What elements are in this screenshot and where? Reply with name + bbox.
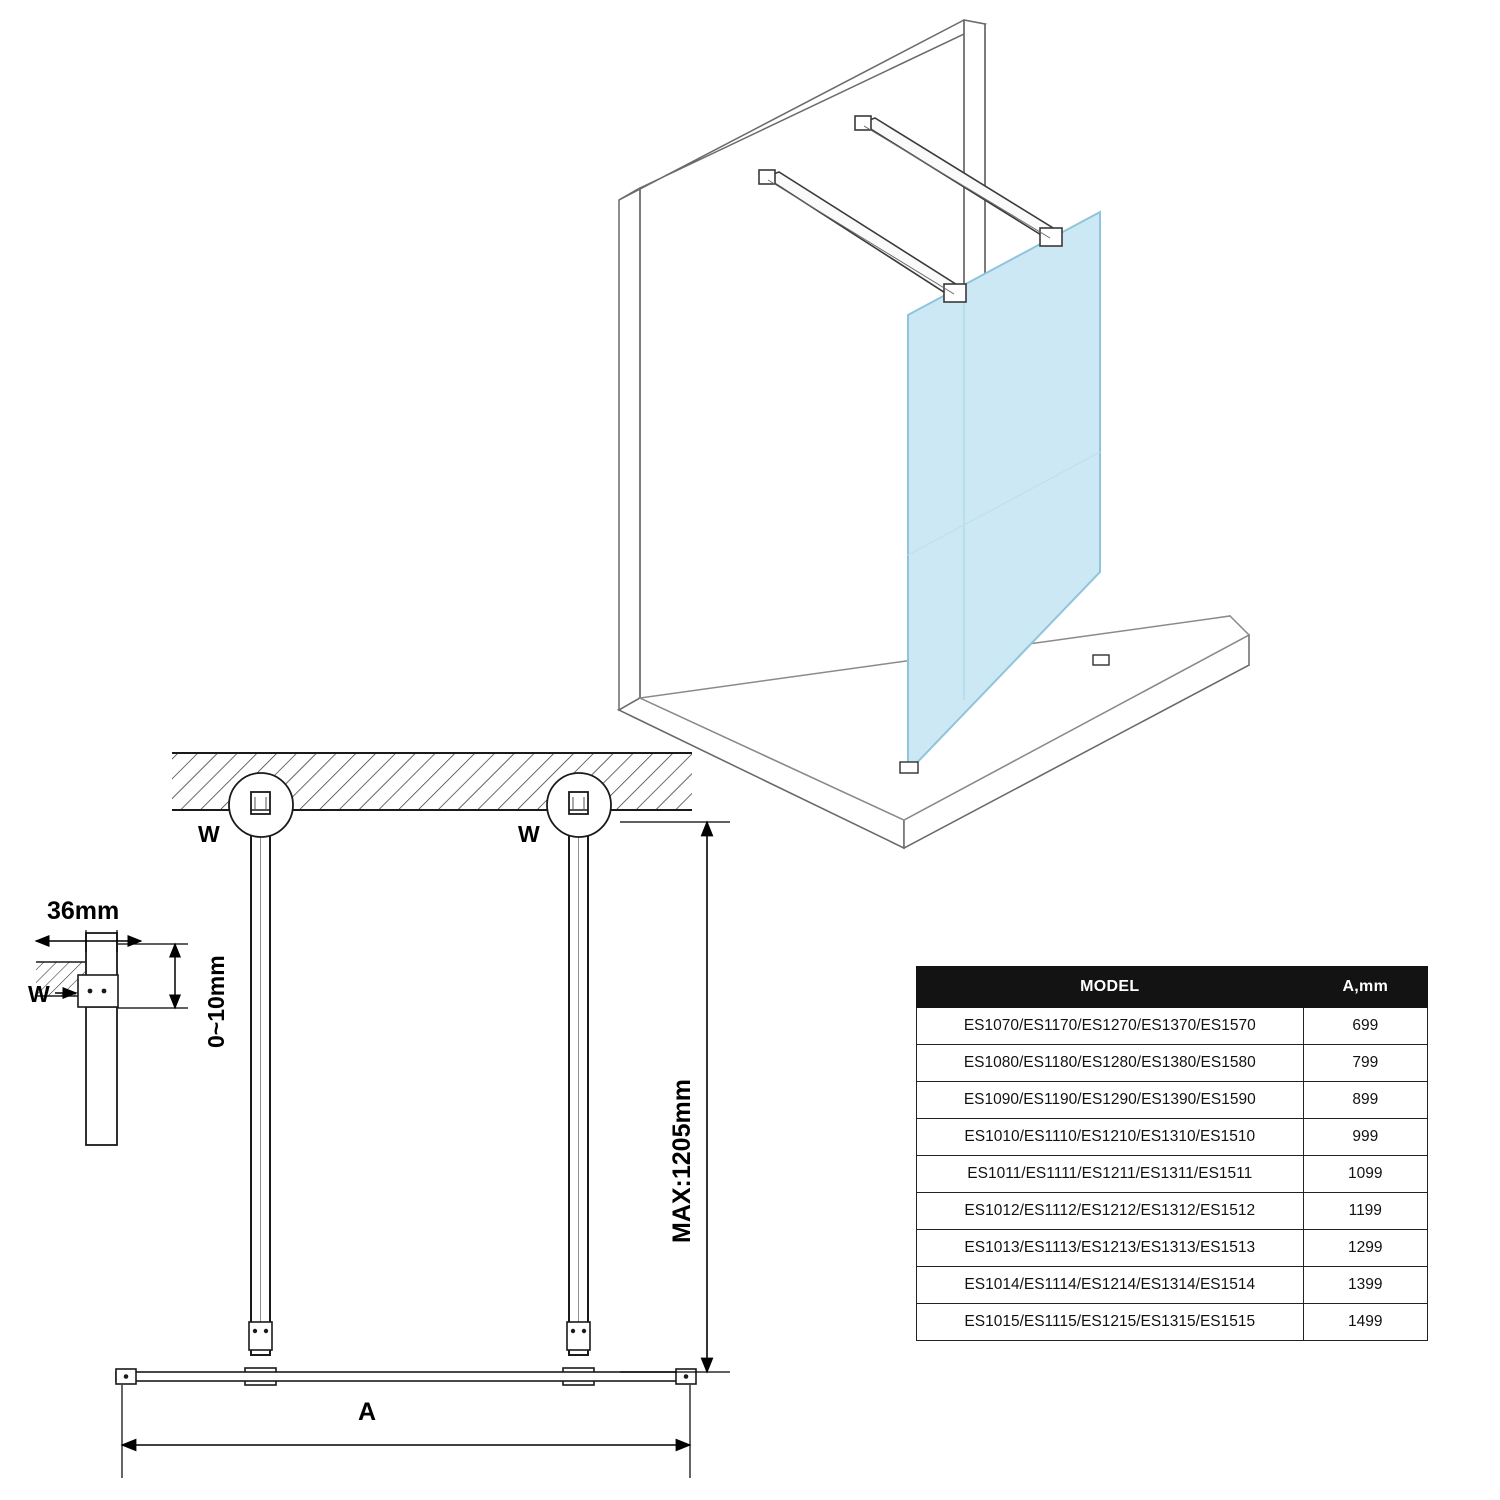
label-max-height: MAX:1205mm xyxy=(668,1079,696,1243)
cell-model: ES1012/ES1112/ES1212/ES1312/ES1512 xyxy=(917,1193,1304,1230)
label-bracket-w-top-2: W xyxy=(518,821,540,847)
cell-a: 1399 xyxy=(1303,1267,1427,1304)
label-bracket-w-left: W xyxy=(28,981,50,1007)
cell-a: 799 xyxy=(1303,1045,1427,1082)
label-bracket-w-top-1: W xyxy=(198,821,220,847)
support-bar-iso-lower xyxy=(759,170,966,302)
table-row xyxy=(917,1193,1428,1230)
table-row xyxy=(917,1008,1428,1045)
table-row xyxy=(917,1045,1428,1082)
table-row xyxy=(917,1267,1428,1304)
glass-panel-plan xyxy=(116,1369,696,1384)
column-header-a: A,mm xyxy=(1303,967,1427,1008)
support-bar-iso-upper xyxy=(855,116,1062,246)
table-row xyxy=(917,1119,1428,1156)
cell-a: 699 xyxy=(1303,1008,1427,1045)
cell-model: ES1070/ES1170/ES1270/ES1370/ES1570 xyxy=(917,1008,1304,1045)
table-row xyxy=(917,1082,1428,1119)
ceiling-bracket-2 xyxy=(547,773,611,837)
cell-a: 899 xyxy=(1303,1082,1427,1119)
cell-model: ES1015/ES1115/ES1215/ES1315/ES1515 xyxy=(917,1304,1304,1341)
cell-a: 1299 xyxy=(1303,1230,1427,1267)
model-spec-table xyxy=(916,966,1428,1341)
width-dimension-a xyxy=(122,1385,690,1478)
cell-model: ES1090/ES1190/ES1290/ES1390/ES1590 xyxy=(917,1082,1304,1119)
table-row xyxy=(917,1156,1428,1193)
ceiling-bracket-1 xyxy=(229,773,293,837)
table-row xyxy=(917,1230,1428,1267)
label-gap: 0~10mm xyxy=(203,955,229,1048)
column-header-model: MODEL xyxy=(917,967,1304,1008)
cell-model: ES1010/ES1110/ES1210/ES1310/ES1510 xyxy=(917,1119,1304,1156)
cell-a: 1499 xyxy=(1303,1304,1427,1341)
cell-model: ES1080/ES1180/ES1280/ES1380/ES1580 xyxy=(917,1045,1304,1082)
label-thickness: 36mm xyxy=(47,897,120,925)
table-row xyxy=(917,1304,1428,1341)
table-header-row xyxy=(917,967,1428,1008)
label-width-a: A xyxy=(358,1398,377,1426)
cell-a: 1199 xyxy=(1303,1193,1427,1230)
cell-a: 1099 xyxy=(1303,1156,1427,1193)
cell-model: ES1011/ES1111/ES1211/ES1311/ES1511 xyxy=(917,1156,1304,1193)
cell-model: ES1014/ES1114/ES1214/ES1314/ES1514 xyxy=(917,1267,1304,1304)
side-detail-view xyxy=(36,930,188,1145)
vertical-support-rods xyxy=(251,810,588,1355)
cell-model: ES1013/ES1113/ES1213/ES1313/ES1513 xyxy=(917,1230,1304,1267)
cell-a: 999 xyxy=(1303,1119,1427,1156)
